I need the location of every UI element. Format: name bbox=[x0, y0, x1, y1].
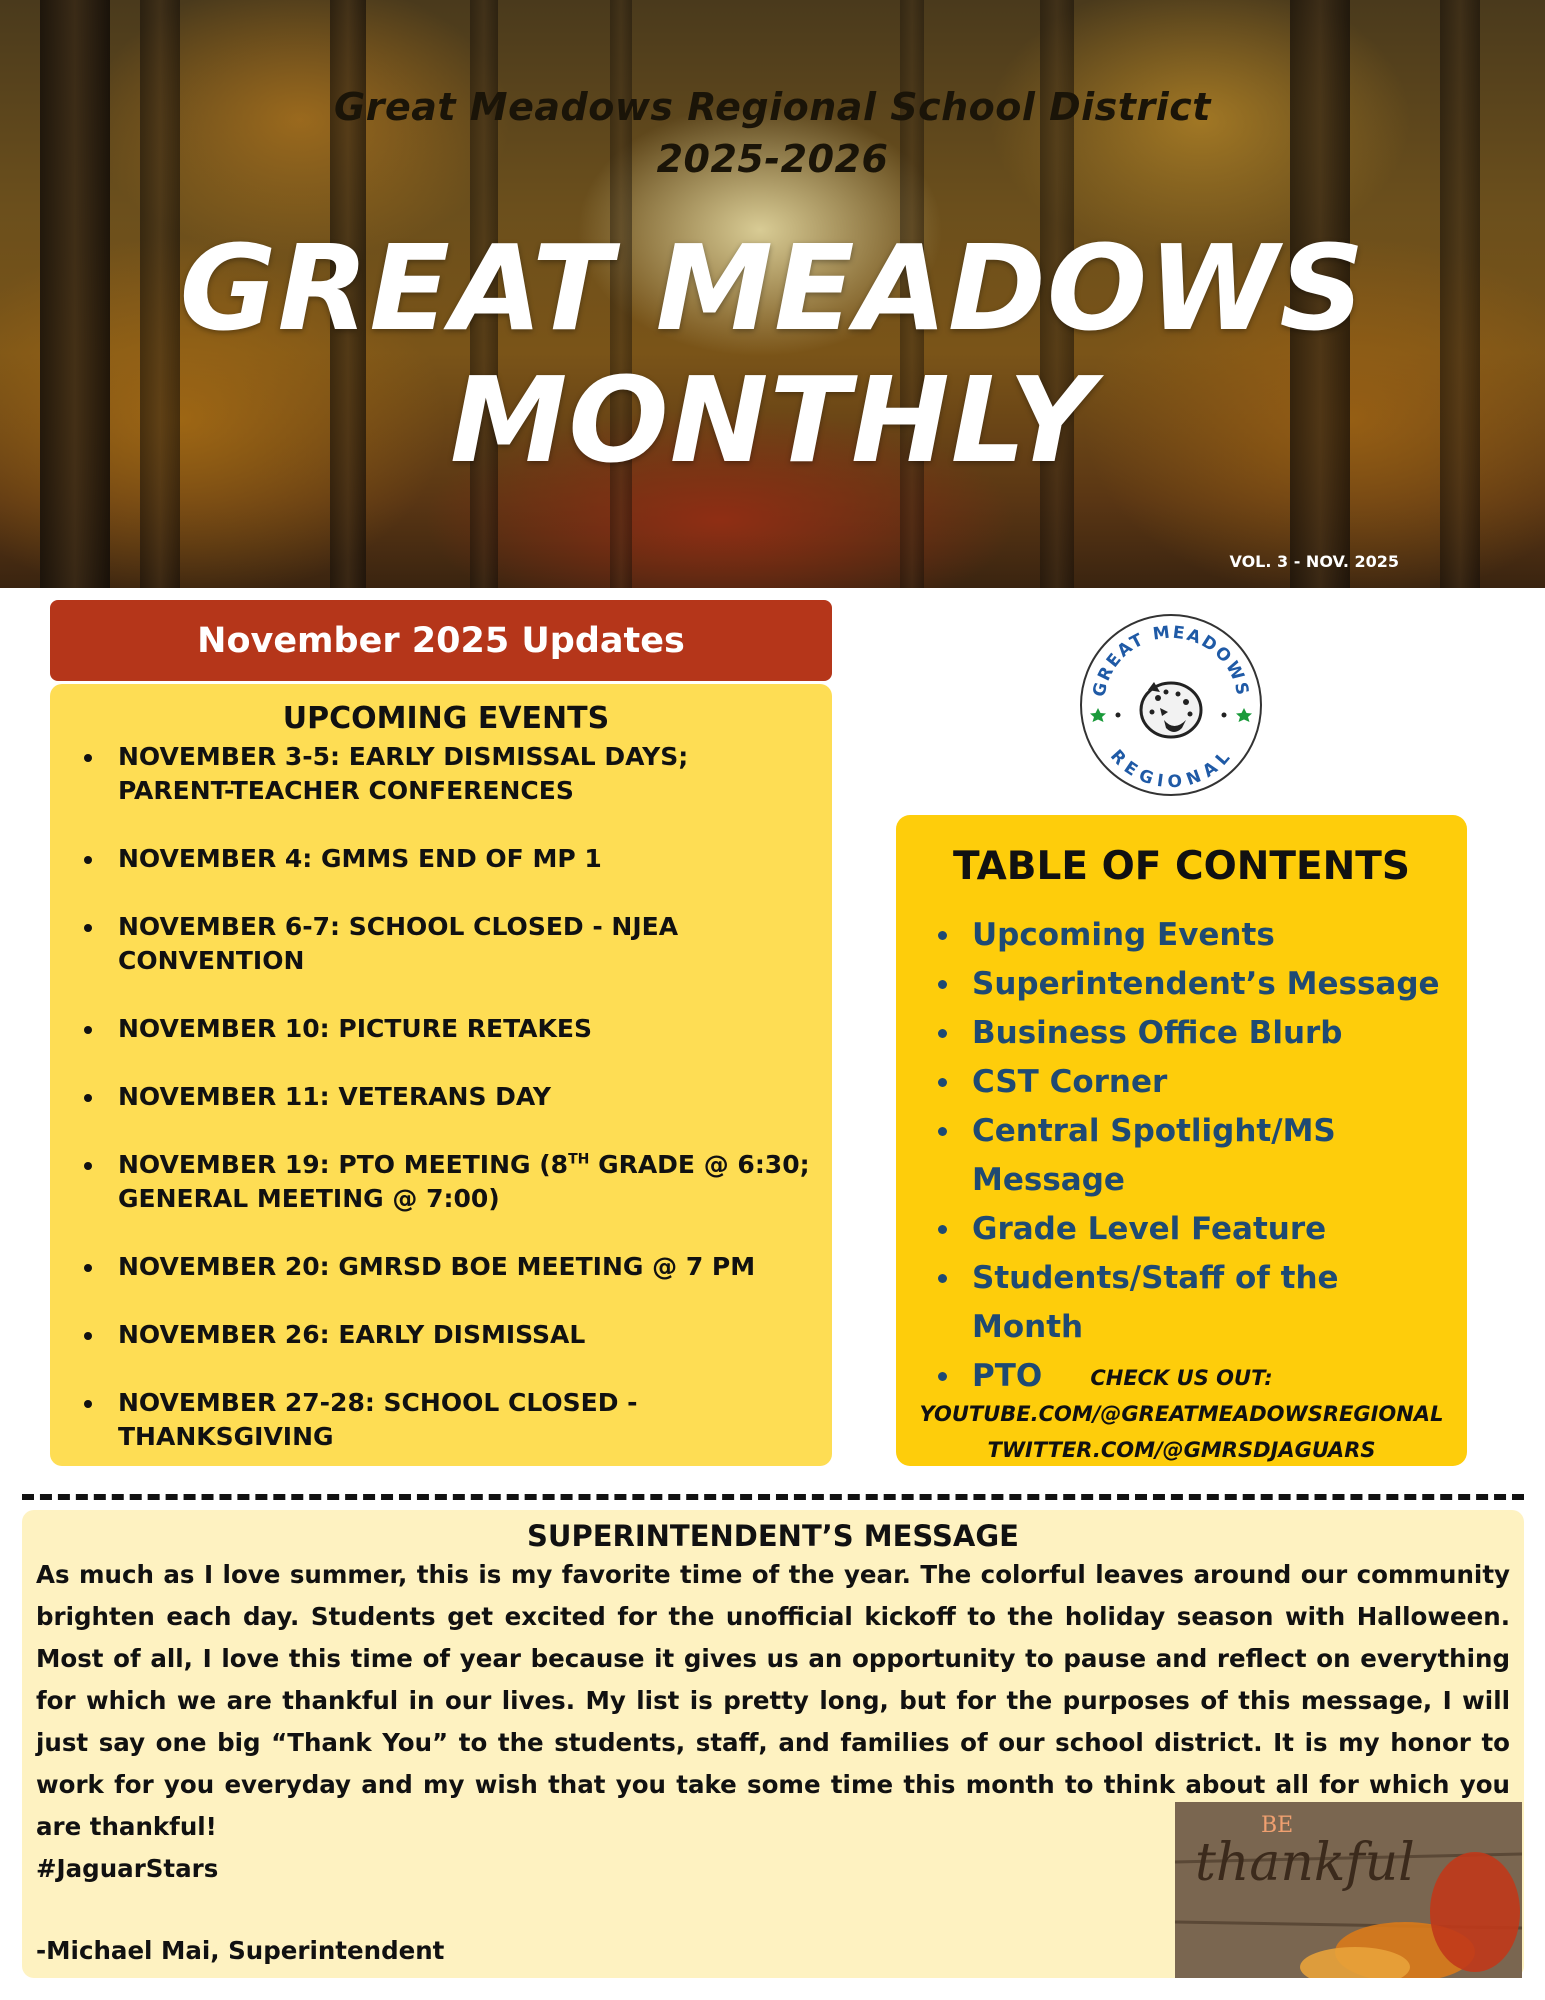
event-item-pto bbox=[80, 1148, 812, 1216]
logo-dot bbox=[1116, 713, 1121, 718]
newsletter-title-line2: MONTHLY bbox=[450, 351, 1095, 489]
event-item: NOVEMBER 27-28: SCHOOL CLOSED - THANKSGIVING bbox=[80, 1386, 812, 1454]
event-item: NOVEMBER 11: VETERANS DAY bbox=[80, 1080, 812, 1114]
toc-item-students-staff[interactable]: Students/Staff of the Month bbox=[936, 1254, 1443, 1352]
toc-heading: TABLE OF CONTENTS bbox=[953, 844, 1410, 889]
logo-dot bbox=[1222, 713, 1227, 718]
toc-item-pto[interactable]: PTO bbox=[936, 1352, 1443, 1401]
youtube-link[interactable]: YOUTUBE.COM/@GREATMEADOWSREGIONAL bbox=[919, 1402, 1444, 1426]
leaf-icon bbox=[1430, 1852, 1520, 1972]
district-logo bbox=[1078, 612, 1264, 798]
toc-item-business-office[interactable]: Business Office Blurb bbox=[936, 1009, 1443, 1058]
toc-list bbox=[920, 911, 1443, 1401]
events-list bbox=[80, 740, 812, 1454]
toc-item-upcoming-events[interactable]: Upcoming Events bbox=[936, 911, 1443, 960]
be-thankful-image bbox=[1175, 1802, 1522, 1978]
hero-banner bbox=[0, 0, 1545, 588]
pto-event-before: NOVEMBER 19: PTO MEETING (8 bbox=[118, 1150, 569, 1179]
section-divider bbox=[22, 1494, 1524, 1500]
table-of-contents-panel bbox=[896, 815, 1467, 1466]
event-item: NOVEMBER 20: GMRSD BOE MEETING @ 7 PM bbox=[80, 1250, 812, 1284]
pto-event-superscript: TH bbox=[568, 1151, 590, 1168]
upcoming-events-heading: UPCOMING EVENTS bbox=[282, 701, 610, 736]
thankful-text: thankful bbox=[1195, 1833, 1415, 1893]
toc-item-grade-level[interactable]: Grade Level Feature bbox=[936, 1205, 1443, 1254]
volume-label: VOL. 3 - NOV. 2025 bbox=[1229, 552, 1399, 571]
toc-item-superintendents-message[interactable]: Superintendent’s Message bbox=[936, 960, 1443, 1009]
toc-item-central-spotlight[interactable]: Central Spotlight/MS Message bbox=[936, 1107, 1443, 1205]
toc-item-cst-corner[interactable]: CST Corner bbox=[936, 1058, 1443, 1107]
message-body: As much as I love summer, this is my favorite time of the year. The colorful leaves around our community brighten each day. Students get excited for the unofficial kickoff to the holiday season with Halloween. Most of all, I love this time of year because it gives us an opportunity to pause and reflect on everything for which we are thankful in our lives. My list is pretty long, but for the purposes of this message, I will just say one big “Thank You” to the students, staff, and families of our school district. It is my honor to work for you everyday and my wish that you take some time this month to think about all for which you are thankful! bbox=[36, 1560, 1510, 1841]
twitter-link[interactable]: TWITTER.COM/@GMRSDJAGUARS bbox=[987, 1438, 1376, 1462]
upcoming-events-panel bbox=[50, 684, 832, 1466]
event-item: NOVEMBER 3-5: EARLY DISMISSAL DAYS; PARENT-TEACHER CONFERENCES bbox=[80, 740, 812, 808]
event-item: NOVEMBER 4: GMMS END OF MP 1 bbox=[80, 842, 812, 876]
be-thankful-graphic bbox=[1175, 1802, 1522, 1978]
pto-event-after: GRADE @ 6:30; GENERAL MEETING @ 7:00) bbox=[118, 1150, 810, 1213]
logo-top-text: GREAT MEADOWS bbox=[1089, 622, 1253, 699]
jaguar-icon bbox=[1141, 682, 1201, 737]
logo-bottom-text: REGIONAL bbox=[1106, 746, 1237, 793]
district-name: Great Meadows Regional School District bbox=[334, 85, 1211, 129]
school-year: 2025-2026 bbox=[656, 137, 889, 181]
event-item: NOVEMBER 26: EARLY DISMISSAL bbox=[80, 1318, 812, 1352]
message-heading: SUPERINTENDENT’S MESSAGE bbox=[527, 1519, 1019, 1553]
message-hashtag: #JaguarStars bbox=[36, 1854, 219, 1883]
message-signature: -Michael Mai, Superintendent bbox=[36, 1936, 445, 1965]
be-text: BE bbox=[1261, 1813, 1294, 1838]
check-us-out-label: CHECK US OUT: bbox=[1090, 1366, 1273, 1390]
newsletter-title-line1: GREAT MEADOWS bbox=[179, 219, 1366, 357]
updates-banner bbox=[50, 600, 832, 681]
event-item: NOVEMBER 6-7: SCHOOL CLOSED - NJEA CONVENTION bbox=[80, 910, 812, 978]
social-links bbox=[896, 1360, 1467, 1468]
event-item: NOVEMBER 10: PICTURE RETAKES bbox=[80, 1012, 812, 1046]
updates-banner-label: November 2025 Updates bbox=[197, 620, 685, 661]
